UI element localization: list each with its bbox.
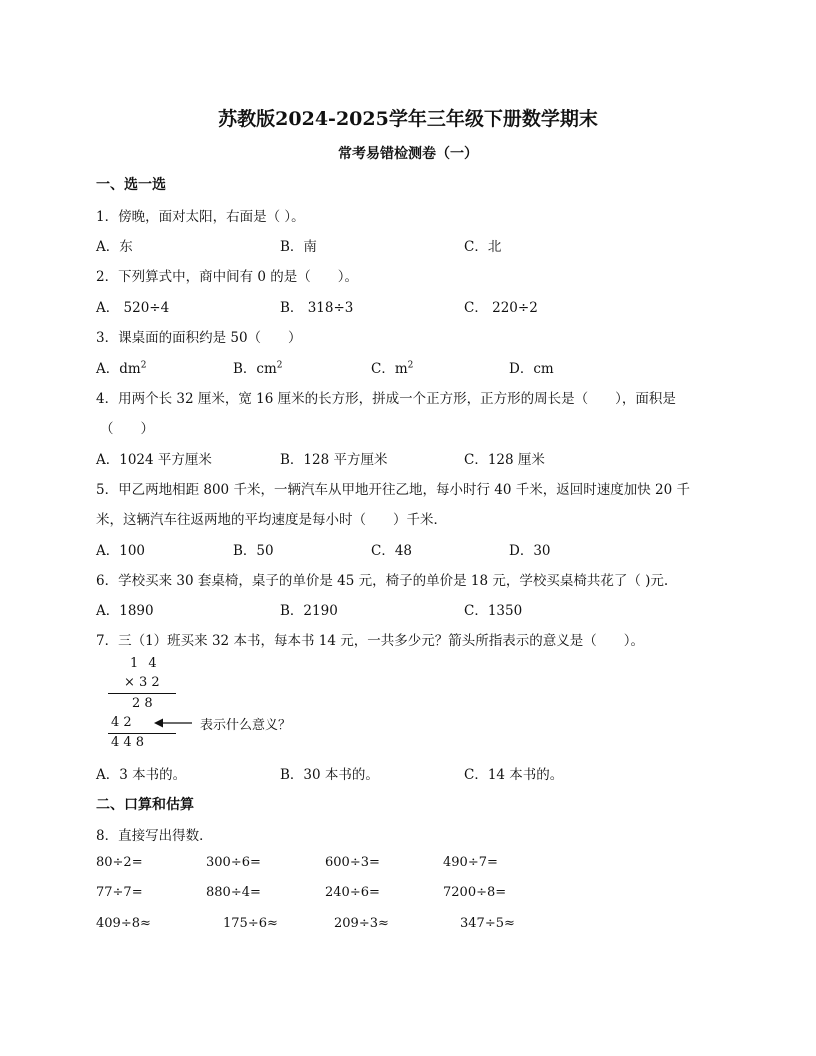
- calc-item: 490÷7=: [443, 855, 498, 870]
- vm-partial-1: 2 8: [132, 696, 153, 711]
- question-3-option-a: A．$dm^2$: [96, 360, 147, 377]
- question-4-option-b: B．128 平方厘米: [280, 452, 388, 468]
- vm-annotation: 表示什么意义？: [200, 718, 292, 733]
- question-3-option-b: B．$cm^2$: [233, 360, 283, 377]
- vm-partial-2: 4 2: [111, 715, 132, 730]
- page-subtitle: 常考易错检测卷（一）: [338, 146, 478, 162]
- question-1-stem: 1．傍晚，面对太阳，右面是（ ）。: [96, 209, 305, 225]
- vm-multiplier: × 3 2: [124, 675, 160, 690]
- question-3-option-d: D．cm: [509, 361, 554, 377]
- question-4-option-a: A．1024 平方厘米: [96, 452, 212, 468]
- question-5-option-a: A．100: [96, 543, 146, 559]
- question-7-option-b: B．30 本书的。: [280, 767, 379, 783]
- question-6-stem: 6．学校买来 30 套桌椅，桌子的单价是 45 元，椅子的单价是 18 元，学校买桌椅共花了（ )元.: [96, 573, 669, 589]
- calc-item: 409÷8≈: [96, 916, 151, 931]
- question-1-option-c: C．北: [464, 239, 502, 255]
- vm-product: 4 4 8: [111, 735, 145, 750]
- question-4-option-c: C．128 厘米: [464, 452, 545, 468]
- question-5-stem-line-1: 5．甲乙两地相距 800 千米，一辆汽车从甲地开往乙地，每小时行 40 千米，返回时速度加快 20 千: [96, 482, 690, 498]
- question-4-stem-line-1: 4．用两个长 32 厘米，宽 16 厘米的长方形，拼成一个正方形，正方形的周长是（ ），面积是: [96, 391, 676, 407]
- calc-item: 300÷6=: [206, 855, 261, 870]
- calc-item: 80÷2=: [96, 855, 143, 870]
- question-6-option-c: C．1350: [464, 603, 523, 619]
- section-heading-1: 一、选一选: [96, 177, 166, 193]
- question-7-option-a: A．3 本书的。: [96, 767, 187, 783]
- question-1-option-b: B．南: [280, 239, 317, 255]
- calc-item: 175÷6≈: [223, 916, 278, 931]
- calc-item: 240÷6=: [325, 885, 380, 900]
- question-5-stem-line-2: 米，这辆汽车往返两地的平均速度是每小时（ ）千米．: [96, 512, 447, 528]
- question-2-option-c: C． 220÷2: [464, 300, 538, 316]
- question-1-option-a: A．东: [96, 239, 133, 255]
- vm-line-1: [108, 693, 176, 694]
- calc-item: 209÷3≈: [334, 916, 389, 931]
- question-6-option-a: A．1890: [96, 603, 154, 619]
- calc-item: 880÷4=: [206, 885, 261, 900]
- question-7-stem: 7．三（1）班买来 32 本书，每本书 14 元，一共多少元？箭头所指表示的意义是（ ）。: [96, 633, 644, 649]
- question-7-option-c: C．14 本书的。: [464, 767, 564, 783]
- vm-line-2: [108, 733, 176, 734]
- calc-item: 77÷7=: [96, 885, 143, 900]
- calc-item: 7200÷8=: [443, 885, 507, 900]
- page-title: 苏教版2024-2025学年三年级下册数学期末: [218, 108, 598, 130]
- question-2-stem: 2．下列算式中，商中间有 0 的是（ ）。: [96, 269, 359, 285]
- question-8-stem: 8．直接写出得数．: [96, 828, 213, 844]
- question-3-stem: 3．课桌面的面积约是 50（ ）: [96, 330, 302, 346]
- question-5-option-c: C．48: [371, 543, 413, 559]
- question-3-option-c: C．$m^2$: [371, 360, 414, 377]
- question-2-option-a: A． 520÷4: [96, 300, 170, 316]
- calc-item: 600÷3=: [325, 855, 380, 870]
- section-heading-2: 二、口算和估算: [96, 797, 194, 813]
- question-6-option-b: B．2190: [280, 603, 338, 619]
- calc-item: 347÷5≈: [460, 916, 515, 931]
- question-5-option-b: B．50: [233, 543, 274, 559]
- question-2-option-b: B． 318÷3: [280, 300, 354, 316]
- question-5-option-d: D．30: [509, 543, 551, 559]
- question-4-stem-line-2: （ ）: [100, 421, 154, 437]
- vm-multiplicand: 1 4: [130, 656, 160, 671]
- arrow-left-icon: [154, 716, 194, 730]
